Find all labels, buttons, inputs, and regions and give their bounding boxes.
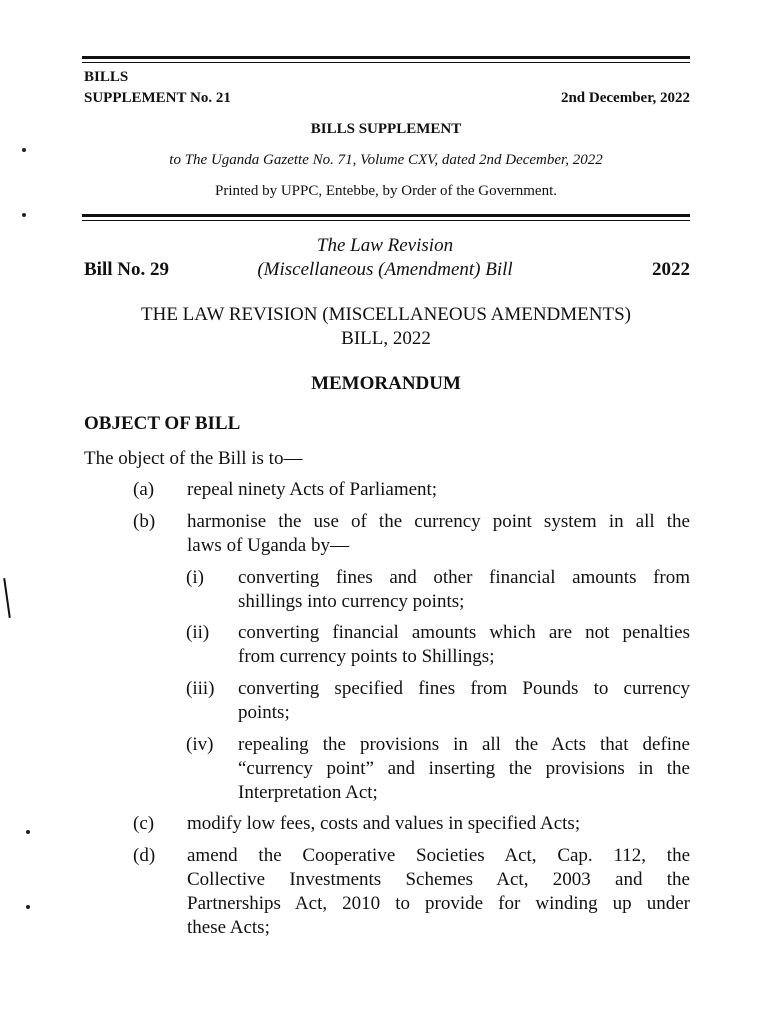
- sublist-item-i: [186, 566, 690, 614]
- item-label: (d): [133, 845, 156, 866]
- sublist-item-iii: [186, 677, 690, 725]
- item-label: (c): [133, 813, 155, 834]
- supplement-number: SUPPLEMENT No. 21: [84, 90, 231, 106]
- subitem-text-line: converting specified fines from Pounds to currency: [238, 678, 690, 699]
- item-text: modify low fees, costs and values in specified Acts;: [187, 813, 581, 834]
- subitem-text-line: converting financial amounts which are not penalties: [238, 622, 690, 643]
- subitem-text-line: converting fines and other financial amounts from: [238, 567, 690, 588]
- list-item-d: [133, 844, 690, 940]
- scan-speck: [26, 905, 30, 909]
- mid-rule-thin: [82, 220, 690, 221]
- scan-speck: [22, 148, 26, 152]
- mid-rule-thick: [82, 214, 690, 217]
- item-label: (b): [133, 511, 156, 532]
- top-rule-thin: [82, 62, 690, 63]
- item-text: repeal ninety Acts of Parliament;: [187, 479, 438, 500]
- memorandum-heading: MEMORANDUM: [311, 373, 461, 394]
- short-title-line1: The Law Revision: [316, 235, 454, 256]
- bill-number: Bill No. 29: [84, 259, 169, 280]
- gazette-reference: to The Uganda Gazette No. 71, Volume CXV, dated 2nd December, 2022: [169, 152, 603, 168]
- item-text-line: Partnerships Act, 2010 to provide for winding up under: [187, 893, 690, 914]
- item-label: (a): [133, 479, 155, 500]
- scan-speck: [26, 830, 30, 834]
- bill-year: 2022: [652, 259, 690, 280]
- item-text-line: amend the Cooperative Societies Act, Cap. 112, the: [187, 845, 690, 866]
- subitem-text-line: Interpretation Act;: [238, 782, 378, 803]
- subitem-text-line: shillings into currency points;: [238, 591, 465, 612]
- subitem-label: (iii): [186, 678, 215, 699]
- item-text-line: laws of Uganda by—: [187, 535, 349, 556]
- item-text-line: these Acts;: [187, 917, 270, 938]
- supplement-date: 2nd December, 2022: [560, 90, 690, 106]
- subitem-label: (iv): [186, 734, 214, 755]
- subitem-label: (i): [186, 567, 204, 588]
- scan-speck: [22, 213, 26, 217]
- short-title-line2: (Miscellaneous (Amendment) Bill: [257, 259, 513, 280]
- object-heading: OBJECT OF BILL: [84, 413, 241, 434]
- sublist-item-ii: [186, 621, 690, 669]
- long-title-line1: THE LAW REVISION (MISCELLANEOUS AMENDMENTS): [141, 304, 631, 325]
- list-item-c: [133, 812, 690, 836]
- item-text-line: harmonise the use of the currency point system in all the: [187, 511, 690, 532]
- bills-label: BILLS: [84, 69, 129, 85]
- subitem-text-line: repealing the provisions in all the Acts that define: [238, 734, 690, 755]
- sublist-item-iv: [186, 733, 690, 805]
- subitem-label: (ii): [186, 622, 210, 643]
- subitem-text-line: from currency points to Shillings;: [238, 646, 495, 667]
- long-title-line2: BILL, 2022: [341, 328, 431, 349]
- list-item-a: [133, 478, 690, 502]
- subitem-text-line: points;: [238, 702, 290, 723]
- bills-supplement-title: BILLS SUPPLEMENT: [310, 121, 462, 137]
- printed-by: Printed by UPPC, Entebbe, by Order of the Government.: [214, 183, 558, 199]
- list-item-b: [133, 510, 690, 558]
- scan-edge-mark: [3, 578, 11, 618]
- item-text-line: Collective Investments Schemes Act, 2003 and the: [187, 869, 690, 890]
- subitem-text-line: “currency point” and inserting the provisions in the: [238, 758, 690, 779]
- intro-text: The object of the Bill is to—: [84, 448, 303, 469]
- top-rule-thick: [82, 56, 690, 59]
